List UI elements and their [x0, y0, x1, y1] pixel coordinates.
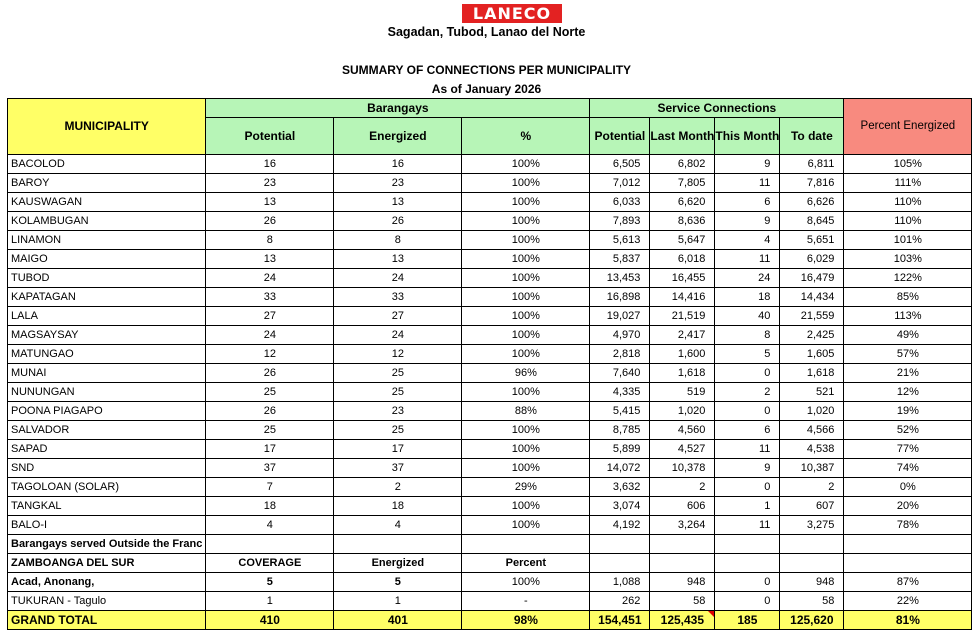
last-month-cell: 1,600: [650, 345, 715, 364]
brgy-percent-cell: 98%: [462, 611, 590, 630]
empty-cell: [715, 535, 780, 554]
table-row: [8, 497, 972, 516]
municipality-cell: KOLAMBUGAN: [8, 212, 206, 231]
percent-energized-cell: 19%: [844, 402, 972, 421]
sc-potential-cell: 262: [590, 592, 650, 611]
region-header-row: [8, 554, 972, 573]
brgy-energized-cell: 16: [334, 155, 462, 174]
brgy-percent-cell: 100%: [462, 573, 590, 592]
pct-header: %: [462, 118, 590, 155]
last-month-cell: 2: [650, 478, 715, 497]
outside-row: [8, 573, 972, 592]
brgy-energized-cell: 8: [334, 231, 462, 250]
to-date-cell: 14,434: [780, 288, 844, 307]
municipality-cell: LINAMON: [8, 231, 206, 250]
table-row: [8, 269, 972, 288]
brgy-potential-cell: 4: [206, 516, 334, 535]
outside-franchise-row: [8, 535, 972, 554]
to-date-cell: 4,566: [780, 421, 844, 440]
report-title: SUMMARY OF CONNECTIONS PER MUNICIPALITY: [341, 63, 632, 77]
brgy-energized-cell: 27: [334, 307, 462, 326]
brgy-potential-cell: 25: [206, 383, 334, 402]
to-date-cell: 6,626: [780, 193, 844, 212]
brgy-energized-cell: 5: [334, 573, 462, 592]
municipality-cell: GRAND TOTAL: [8, 611, 206, 630]
percent-energized-cell: 113%: [844, 307, 972, 326]
grand-total-row: [8, 611, 972, 630]
brgy-percent-cell: 100%: [462, 250, 590, 269]
brgy-potential-cell: 7: [206, 478, 334, 497]
percent-energized-cell: 110%: [844, 193, 972, 212]
percent-energized-cell: 12%: [844, 383, 972, 402]
to-date-cell: 3,275: [780, 516, 844, 535]
empty-cell: [590, 554, 650, 573]
brgy-percent-cell: 100%: [462, 193, 590, 212]
to-date-cell: 4,538: [780, 440, 844, 459]
this-month-cell: 0: [715, 478, 780, 497]
to-date-cell: 16,479: [780, 269, 844, 288]
to-date-cell: 521: [780, 383, 844, 402]
municipality-cell: KAUSWAGAN: [8, 193, 206, 212]
sc-potential-cell: 2,818: [590, 345, 650, 364]
to-date-cell: 58: [780, 592, 844, 611]
last-month-cell: 21,519: [650, 307, 715, 326]
outside-franchise-label: Barangays served Outside the Franc: [8, 535, 206, 554]
to-date-cell: 2,425: [780, 326, 844, 345]
municipality-cell: MUNAI: [8, 364, 206, 383]
table-row: [8, 174, 972, 193]
sc-potential-cell: 8,785: [590, 421, 650, 440]
table-row: [8, 421, 972, 440]
brgy-potential-cell: 12: [206, 345, 334, 364]
brgy-energized-cell: 25: [334, 364, 462, 383]
municipality-cell: Acad, Anonang,: [8, 573, 206, 592]
this-month-cell: 2: [715, 383, 780, 402]
brgy-percent-cell: 100%: [462, 269, 590, 288]
municipality-cell: BACOLOD: [8, 155, 206, 174]
to-date-cell: 7,816: [780, 174, 844, 193]
connections-table: [7, 98, 972, 630]
sc-potential-cell: 5,899: [590, 440, 650, 459]
municipality-cell: SND: [8, 459, 206, 478]
table-row: [8, 193, 972, 212]
this-month-cell: 4: [715, 231, 780, 250]
sc-potential-cell: 5,837: [590, 250, 650, 269]
municipality-cell: KAPATAGAN: [8, 288, 206, 307]
brgy-percent-cell: -: [462, 592, 590, 611]
percent-energized-cell: 101%: [844, 231, 972, 250]
municipality-cell: POONA PIAGAPO: [8, 402, 206, 421]
percent-energized-cell: 21%: [844, 364, 972, 383]
empty-cell: [844, 535, 972, 554]
brgy-percent-cell: 100%: [462, 231, 590, 250]
last-month-cell: 6,802: [650, 155, 715, 174]
last-month-cell: 3,264: [650, 516, 715, 535]
sc-potential-cell: 4,335: [590, 383, 650, 402]
empty-cell: [650, 554, 715, 573]
municipality-header: MUNICIPALITY: [8, 99, 206, 155]
municipality-cell: MAIGO: [8, 250, 206, 269]
this-month-cell: 6: [715, 421, 780, 440]
brgy-potential-cell: 410: [206, 611, 334, 630]
brgy-potential-cell: 33: [206, 288, 334, 307]
to-date-cell: 8,645: [780, 212, 844, 231]
empty-cell: [206, 535, 334, 554]
location-subtitle: Sagadan, Tubod, Lanao del Norte: [387, 25, 586, 39]
this-month-cell: 9: [715, 212, 780, 231]
sc-potential-cell: 7,893: [590, 212, 650, 231]
empty-cell: [590, 535, 650, 554]
municipality-cell: BAROY: [8, 174, 206, 193]
to-date-cell: 1,020: [780, 402, 844, 421]
sc-potential-cell: 4,970: [590, 326, 650, 345]
percent-energized-cell: 22%: [844, 592, 972, 611]
last-month-cell: 6,018: [650, 250, 715, 269]
brgy-energized-cell: 2: [334, 478, 462, 497]
this-month-cell: 11: [715, 516, 780, 535]
brgy-potential-cell: 23: [206, 174, 334, 193]
brgy-percent-cell: 100%: [462, 440, 590, 459]
brgy-energized-cell: 1: [334, 592, 462, 611]
to-date-cell: 1,605: [780, 345, 844, 364]
brgy-percent-cell: 96%: [462, 364, 590, 383]
municipality-cell: BALO-I: [8, 516, 206, 535]
potential-header: Potential: [206, 118, 334, 155]
sc-potential-header: Potential: [590, 118, 650, 155]
last-month-cell: 5,647: [650, 231, 715, 250]
brgy-percent-cell: 29%: [462, 478, 590, 497]
to-date-cell: 6,811: [780, 155, 844, 174]
brgy-percent-cell: 100%: [462, 497, 590, 516]
last-month-cell: 1,618: [650, 364, 715, 383]
brgy-potential-cell: 24: [206, 326, 334, 345]
last-month-cell: 4,560: [650, 421, 715, 440]
to-date-cell: 948: [780, 573, 844, 592]
service-connections-header: Service Connections: [590, 99, 844, 118]
table-row: [8, 478, 972, 497]
last-month-cell: 125,435: [650, 611, 715, 630]
percent-energized-header: Percent Energized: [844, 99, 972, 155]
brgy-energized-cell: 18: [334, 497, 462, 516]
brgy-potential-cell: 24: [206, 269, 334, 288]
this-month-cell: 8: [715, 326, 780, 345]
empty-cell: [780, 535, 844, 554]
coverage-header: COVERAGE: [206, 554, 334, 573]
this-month-cell: 6: [715, 193, 780, 212]
last-month-cell: 58: [650, 592, 715, 611]
this-month-cell: 11: [715, 250, 780, 269]
table-row: [8, 345, 972, 364]
municipality-cell: TUBOD: [8, 269, 206, 288]
last-month-cell: 10,378: [650, 459, 715, 478]
sc-potential-cell: 16,898: [590, 288, 650, 307]
brgy-percent-cell: 100%: [462, 326, 590, 345]
percent-energized-cell: 74%: [844, 459, 972, 478]
this-month-cell: 0: [715, 592, 780, 611]
brgy-energized-cell: 24: [334, 269, 462, 288]
brgy-energized-cell: 4: [334, 516, 462, 535]
brgy-potential-cell: 27: [206, 307, 334, 326]
to-date-cell: 10,387: [780, 459, 844, 478]
outside-row: [8, 592, 972, 611]
table-row: [8, 326, 972, 345]
brgy-energized-cell: 37: [334, 459, 462, 478]
this-month-cell: 0: [715, 364, 780, 383]
sc-potential-cell: 4,192: [590, 516, 650, 535]
brgy-potential-cell: 5: [206, 573, 334, 592]
table-row: [8, 383, 972, 402]
table-row: [8, 307, 972, 326]
table-row: [8, 212, 972, 231]
last-month-cell: 519: [650, 383, 715, 402]
table-row: [8, 459, 972, 478]
this-month-cell: 11: [715, 174, 780, 193]
sc-potential-cell: 6,033: [590, 193, 650, 212]
table-row: [8, 402, 972, 421]
laneco-logo: LANECO: [462, 4, 562, 23]
this-month-cell: 9: [715, 155, 780, 174]
empty-cell: [715, 554, 780, 573]
to-date-cell: 607: [780, 497, 844, 516]
municipality-cell: TAGOLOAN (SOLAR): [8, 478, 206, 497]
sc-potential-cell: 6,505: [590, 155, 650, 174]
brgy-energized-cell: 25: [334, 383, 462, 402]
this-month-header: This Month: [715, 118, 780, 155]
municipality-cell: NUNUNGAN: [8, 383, 206, 402]
empty-cell: [780, 554, 844, 573]
sc-potential-cell: 19,027: [590, 307, 650, 326]
brgy-potential-cell: 13: [206, 250, 334, 269]
to-date-cell: 2: [780, 478, 844, 497]
percent-energized-cell: 81%: [844, 611, 972, 630]
brgy-percent-cell: 100%: [462, 307, 590, 326]
this-month-cell: 5: [715, 345, 780, 364]
brgy-potential-cell: 25: [206, 421, 334, 440]
this-month-cell: 24: [715, 269, 780, 288]
sc-potential-cell: 14,072: [590, 459, 650, 478]
sc-potential-cell: 7,012: [590, 174, 650, 193]
brgy-percent-cell: 100%: [462, 155, 590, 174]
last-month-cell: 948: [650, 573, 715, 592]
this-month-cell: 18: [715, 288, 780, 307]
brgy-energized-cell: 26: [334, 212, 462, 231]
brgy-energized-cell: 401: [334, 611, 462, 630]
brgy-potential-cell: 37: [206, 459, 334, 478]
percent-energized-cell: 105%: [844, 155, 972, 174]
this-month-cell: 0: [715, 573, 780, 592]
table-row: [8, 364, 972, 383]
last-month-cell: 16,455: [650, 269, 715, 288]
sc-potential-cell: 3,074: [590, 497, 650, 516]
brgy-percent-cell: 100%: [462, 174, 590, 193]
table-row: [8, 516, 972, 535]
brgy-percent-cell: 100%: [462, 383, 590, 402]
brgy-energized-cell: 24: [334, 326, 462, 345]
outside-energized-header: Energized: [334, 554, 462, 573]
municipality-cell: LALA: [8, 307, 206, 326]
this-month-cell: 185: [715, 611, 780, 630]
to-date-cell: 125,620: [780, 611, 844, 630]
sc-potential-cell: 1,088: [590, 573, 650, 592]
table-row: [8, 250, 972, 269]
last-month-cell: 6,620: [650, 193, 715, 212]
last-month-cell: 1,020: [650, 402, 715, 421]
percent-energized-cell: 111%: [844, 174, 972, 193]
table-row: [8, 440, 972, 459]
this-month-cell: 9: [715, 459, 780, 478]
municipality-cell: SALVADOR: [8, 421, 206, 440]
brgy-energized-cell: 23: [334, 174, 462, 193]
sc-potential-cell: 5,613: [590, 231, 650, 250]
percent-energized-cell: 57%: [844, 345, 972, 364]
brgy-potential-cell: 18: [206, 497, 334, 516]
percent-energized-cell: 20%: [844, 497, 972, 516]
brgy-percent-cell: 88%: [462, 402, 590, 421]
to-date-cell: 1,618: [780, 364, 844, 383]
last-month-header: Last Month: [650, 118, 715, 155]
percent-energized-cell: 78%: [844, 516, 972, 535]
brgy-potential-cell: 8: [206, 231, 334, 250]
brgy-percent-cell: 100%: [462, 288, 590, 307]
empty-cell: [844, 554, 972, 573]
percent-energized-cell: 49%: [844, 326, 972, 345]
table-row: [8, 155, 972, 174]
percent-energized-cell: 85%: [844, 288, 972, 307]
empty-cell: [334, 535, 462, 554]
brgy-energized-cell: 13: [334, 193, 462, 212]
municipality-cell: MAGSAYSAY: [8, 326, 206, 345]
brgy-energized-cell: 23: [334, 402, 462, 421]
percent-energized-cell: 52%: [844, 421, 972, 440]
empty-cell: [650, 535, 715, 554]
brgy-potential-cell: 13: [206, 193, 334, 212]
report-date: As of January 2026: [431, 82, 542, 96]
brgy-energized-cell: 12: [334, 345, 462, 364]
to-date-cell: 6,029: [780, 250, 844, 269]
last-month-cell: 606: [650, 497, 715, 516]
region-label: ZAMBOANGA DEL SUR: [8, 554, 206, 573]
brgy-percent-cell: 100%: [462, 421, 590, 440]
percent-energized-cell: 122%: [844, 269, 972, 288]
percent-energized-cell: 87%: [844, 573, 972, 592]
percent-energized-cell: 110%: [844, 212, 972, 231]
last-month-cell: 8,636: [650, 212, 715, 231]
to-date-cell: 21,559: [780, 307, 844, 326]
sc-potential-cell: 154,451: [590, 611, 650, 630]
municipality-cell: MATUNGAO: [8, 345, 206, 364]
brgy-potential-cell: 17: [206, 440, 334, 459]
municipality-cell: SAPAD: [8, 440, 206, 459]
brgy-potential-cell: 26: [206, 402, 334, 421]
brgy-energized-cell: 25: [334, 421, 462, 440]
sc-potential-cell: 7,640: [590, 364, 650, 383]
percent-energized-cell: 103%: [844, 250, 972, 269]
this-month-cell: 11: [715, 440, 780, 459]
last-month-cell: 2,417: [650, 326, 715, 345]
this-month-cell: 0: [715, 402, 780, 421]
to-date-cell: 5,651: [780, 231, 844, 250]
brgy-potential-cell: 26: [206, 212, 334, 231]
brgy-percent-cell: 100%: [462, 459, 590, 478]
this-month-cell: 40: [715, 307, 780, 326]
barangays-header: Barangays: [206, 99, 590, 118]
municipality-cell: TUKURAN - Tagulo: [8, 592, 206, 611]
empty-cell: [462, 535, 590, 554]
energized-header: Energized: [334, 118, 462, 155]
sc-potential-cell: 13,453: [590, 269, 650, 288]
municipality-cell: TANGKAL: [8, 497, 206, 516]
last-month-cell: 14,416: [650, 288, 715, 307]
percent-energized-cell: 77%: [844, 440, 972, 459]
table-row: [8, 231, 972, 250]
brgy-energized-cell: 13: [334, 250, 462, 269]
brgy-percent-cell: 100%: [462, 212, 590, 231]
brgy-potential-cell: 16: [206, 155, 334, 174]
this-month-cell: 1: [715, 497, 780, 516]
sc-potential-cell: 3,632: [590, 478, 650, 497]
percent-energized-cell: 0%: [844, 478, 972, 497]
brgy-energized-cell: 33: [334, 288, 462, 307]
outside-percent-header: Percent: [462, 554, 590, 573]
brgy-potential-cell: 1: [206, 592, 334, 611]
last-month-cell: 7,805: [650, 174, 715, 193]
brgy-percent-cell: 100%: [462, 516, 590, 535]
to-date-header: To date: [780, 118, 844, 155]
table-row: [8, 288, 972, 307]
brgy-potential-cell: 26: [206, 364, 334, 383]
last-month-cell: 4,527: [650, 440, 715, 459]
brgy-energized-cell: 17: [334, 440, 462, 459]
sc-potential-cell: 5,415: [590, 402, 650, 421]
brgy-percent-cell: 100%: [462, 345, 590, 364]
